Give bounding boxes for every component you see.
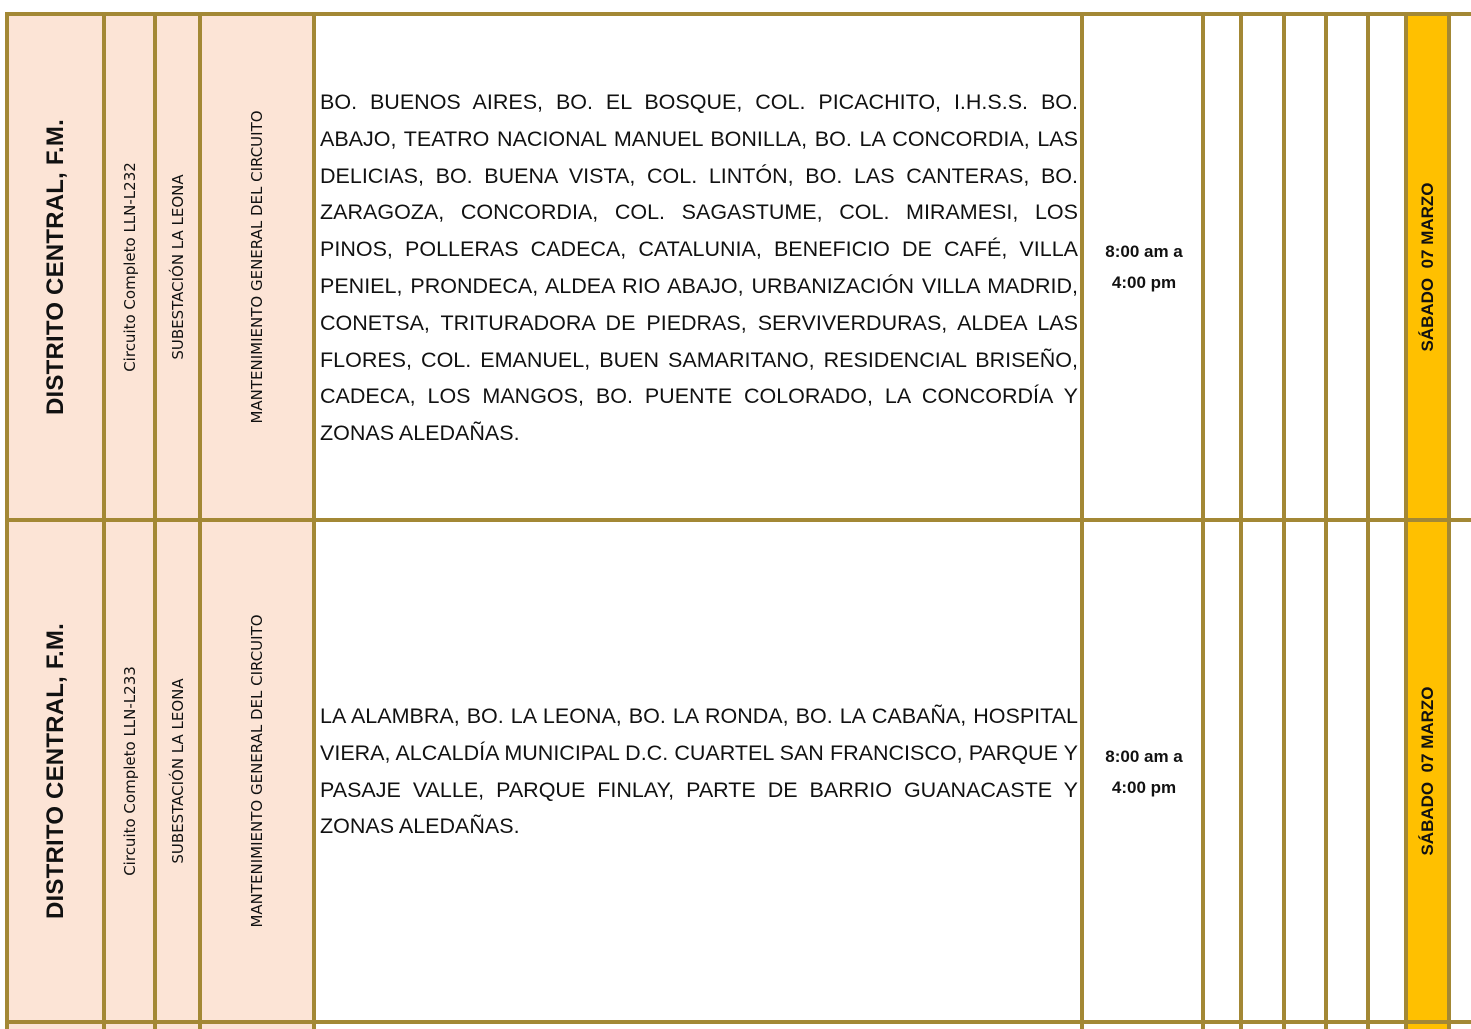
row1-circuit <box>106 16 153 518</box>
column-divider <box>1447 12 1451 1029</box>
district-label: DISTRITO CENTRAL, F.M. <box>41 623 69 919</box>
row2-substation <box>157 522 198 1020</box>
row1-substation <box>157 16 198 518</box>
column-divider <box>312 12 316 1029</box>
row1-affected-areas: BO. BUENOS AIRES, BO. EL BOSQUE, COL. PICACHITO, I.H.S.S. BO. ABAJO, TEATRO NACIONAL MANUEL BONILLA, BO. LA CONCORDIA, LAS DELICIAS, BO. BUENA VISTA, COL. LINTÓN, BO. LAS CANTERAS, BO. ZARAGOZA, CONCORDIA, COL. SAGASTUME, COL. MIRAMESI, LOS PINOS, POLLERAS CADECA, CATALUNIA, BENEFICIO DE CAFÉ, VILLA PENIEL, PRONDECA, ALDEA RIO ABAJO, URBANIZACIÓN VILLA MADRID, CONETSA, TRITURADORA DE PIEDRAS, SERVIVERDURAS, ALDEA LAS FLORES, COL. EMANUEL, BUEN SAMARITANO, RESIDENCIAL BRISEÑO, CADECA, LOS MANGOS, BO. PUENTE COLORADO, LA CONCORDÍA Y ZONAS ALEDAÑAS. <box>320 90 1078 446</box>
row1-work <box>202 16 312 518</box>
row1-date <box>1408 16 1447 518</box>
row2-district <box>9 522 102 1020</box>
row2-affected-areas: LA ALAMBRA, BO. LA LEONA, BO. LA RONDA, BO. LA CABAÑA, HOSPITAL VIERA, ALCALDÍA MUNICIPAL D.C. CUARTEL SAN FRANCISCO, PARQUE Y PASAJE VALLE, PARQUE FINLAY, PARTE DE BARRIO GUANACASTE Y ZONAS ALEDAÑAS. <box>320 704 1078 839</box>
time-start: 8:00 am a <box>1105 747 1183 766</box>
date-label: SÁBADO 07 MARZO <box>1417 686 1437 856</box>
column-divider <box>1201 12 1205 1029</box>
district-label: DISTRITO CENTRAL, F.M. <box>41 119 69 415</box>
work-type-label: MANTENIMIENTO GENERAL DEL CIRCUITO <box>248 614 266 928</box>
time-end: 4:00 pm <box>1111 273 1177 292</box>
time-start: 8:00 am a <box>1105 242 1183 261</box>
row1-district <box>9 16 102 518</box>
circuit-label: Circuito Completo LLN-L233 <box>120 666 139 876</box>
date-label: SÁBADO 07 MARZO <box>1417 182 1437 352</box>
row2-circuit <box>106 522 153 1020</box>
row-divider <box>5 1020 1471 1024</box>
column-divider <box>1282 12 1286 1029</box>
circuit-label: Circuito Completo LLN-L232 <box>120 162 139 372</box>
row1-time <box>1086 236 1202 298</box>
row2-date <box>1408 522 1447 1020</box>
row2-time <box>1086 741 1202 803</box>
row2-work <box>202 522 312 1020</box>
column-divider <box>1080 12 1084 1029</box>
column-divider <box>1239 12 1243 1029</box>
work-type-label: MANTENIMIENTO GENERAL DEL CIRCUITO <box>248 110 266 424</box>
column-divider <box>1366 12 1370 1029</box>
time-end: 4:00 pm <box>1111 778 1177 797</box>
substation-label: SUBESTACIÓN LA LEONA <box>168 174 187 360</box>
substation-label: SUBESTACIÓN LA LEONA <box>168 678 187 864</box>
column-divider <box>1324 12 1328 1029</box>
